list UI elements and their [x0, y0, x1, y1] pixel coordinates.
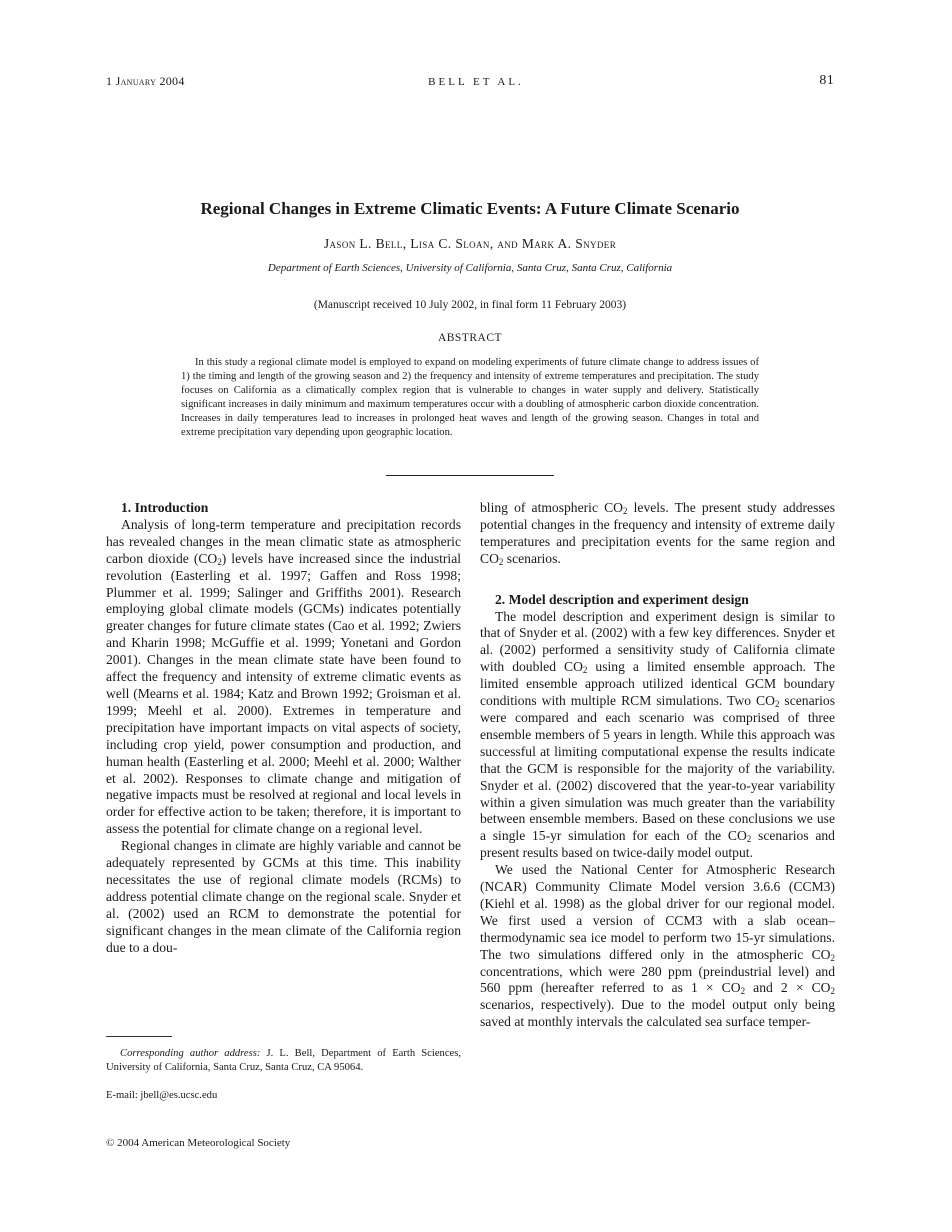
abstract-divider — [386, 475, 554, 476]
intro-paragraph-2: Regional changes in climate are highly variable and cannot be adequately represented by GCMs at this time. This inability necessitates the use of regional climate models (RCMs) to address potential climate change on the regional scale. Snyder et al. (2002) used an RCM to demonstrate the potential for significant changes in the mean climate of the California region due to a dou- — [106, 838, 461, 955]
author-email: E-mail: jbell@es.ucsc.edu — [106, 1090, 218, 1101]
right-column — [480, 500, 835, 1031]
author-list: Jason L. Bell, Lisa C. Sloan, and Mark A. Snyder — [323, 236, 617, 251]
section-heading-introduction: 1. Introduction — [121, 500, 209, 515]
affiliation: Department of Earth Sciences, University of California, Santa Cruz, Santa Cruz, California — [267, 262, 673, 274]
corresponding-author-footnote: Corresponding author address: J. L. Bell, Department of Earth Sciences, University of California, Santa Cruz, Santa Cruz, CA 95064. — [106, 1048, 461, 1073]
intro-paragraph-2-continued: bling of atmospheric $CO_2$ levels. The present study addresses potential changes in the frequency and intensity of extreme daily temperatures and precipitation events for the same region and $CO_2$ scenarios. — [480, 500, 835, 567]
abstract-heading: ABSTRACT — [437, 332, 503, 344]
model-paragraph-2: We used the National Center for Atmospheric Research (NCAR) Community Climate Model version 3.6.6 (CCM3) (Kiehl et al. 1998) as the global driver for our regional model. We first used a version of CCM3 with a slab ocean–thermodynamic sea ice model to perform two 15-yr simulations. The two simulations differed only in the atmospheric $CO_2$ concentrations, which were 280 ppm (preindustrial level) and 560 ppm (hereafter referred to as $1 \times CO_2$ and $2 \times CO_2$ scenarios, respectively). Due to the model output only being saved at monthly intervals the calculated sea surface temper- — [480, 862, 836, 1030]
copyright-notice: © 2004 American Meteorological Society — [106, 1137, 291, 1149]
footnote-divider — [106, 1036, 172, 1037]
section-heading-model: 2. Model description and experiment design — [495, 591, 749, 607]
paper-title: Regional Changes in Extreme Climatic Events: A Future Climate Scenario — [200, 199, 740, 218]
header-date-month-year: January 2004 — [115, 74, 185, 88]
intro-paragraph-1: Analysis of long-term temperature and precipitation records has revealed changes in the mean climatic state as atmospheric carbon dioxide $(CO_2)$ levels have increased since the industrial revolution (Easterling et al. 1997; Gaffen and Ross 1998; Plummer et al. 1999; Salinger and Griffiths 2001). Research employing global climate models (GCMs) indicates potentially greater changes for future climate states (Cao et al. 1992; Zwiers and Kharin 1998; McGuffie et al. 1999; Yonetani and Gordon 2001). Changes in the mean climate state have been found to affect the frequency and intensity of extreme climatic events as well (Mearns et al. 1984; Katz and Brown 1992; Groisman et al. 1999; Meehl et al. 2000). Extremes in temperature and precipitation have important impacts on vital aspects of society, including crop yield, power consumption and production, and human health (Easterling et al. 2000; Meehl et al. 2000; Walther et al. 2002). Responses to climate change and mitigation of negative impacts must be resolved at regional and local levels in order for effective action to be taken; therefore, it is important to assess the potential for climate change on a regional level. — [106, 516, 462, 837]
abstract-text: In this study a regional climate model is employed to expand on modeling experiments of future climate change to address issues of 1) the timing and length of the growing season and 2) the frequency and intensity of extreme temperatures and precipitation. The study focuses on California as a climatically complex region that is vulnerable to changes in water supply and delivery. Statistically significant increases in daily minimum and maximum temperatures occur with a doubling of atmospheric carbon dioxide concentration. Increases in daily temperatures lead to increases in prolonged heat waves and length of the growing season. Changes in total and extreme precipitation vary depending upon geographic location. — [181, 357, 759, 438]
manuscript-dates: (Manuscript received 10 July 2002, in final form 11 February 2003) — [313, 299, 627, 311]
running-header-date: 1 January 2004 — [106, 74, 185, 88]
running-header-authors: BELL ET AL. — [428, 76, 524, 88]
page-number: 81 — [819, 73, 834, 88]
model-paragraph-1: The model description and experiment design is similar to that of Snyder et al. (2002) with a few key differences. Snyder et al. (2002) performed a sensitivity study of California climate with doubled $CO_2$ using a limited ensemble approach. The limited ensemble approach utilized identical GCM boundary conditions with multiple RCM simulations. Two $CO_2$ scenarios were compared and each scenario was comprised of three ensemble members of 5 years in length. While this approach was successful at limiting computational expense the results indicate that the GCM is responsible for the majority of the variability. Snyder et al. (2002) discovered that the year-to-year variability within a given simulation was much greater than the variability between ensemble members. Based on these conclusions we use a single 15-yr simulation for each of the $CO_2$ scenarios and present results based on twice-daily model output. — [480, 608, 835, 861]
left-column — [106, 500, 461, 956]
